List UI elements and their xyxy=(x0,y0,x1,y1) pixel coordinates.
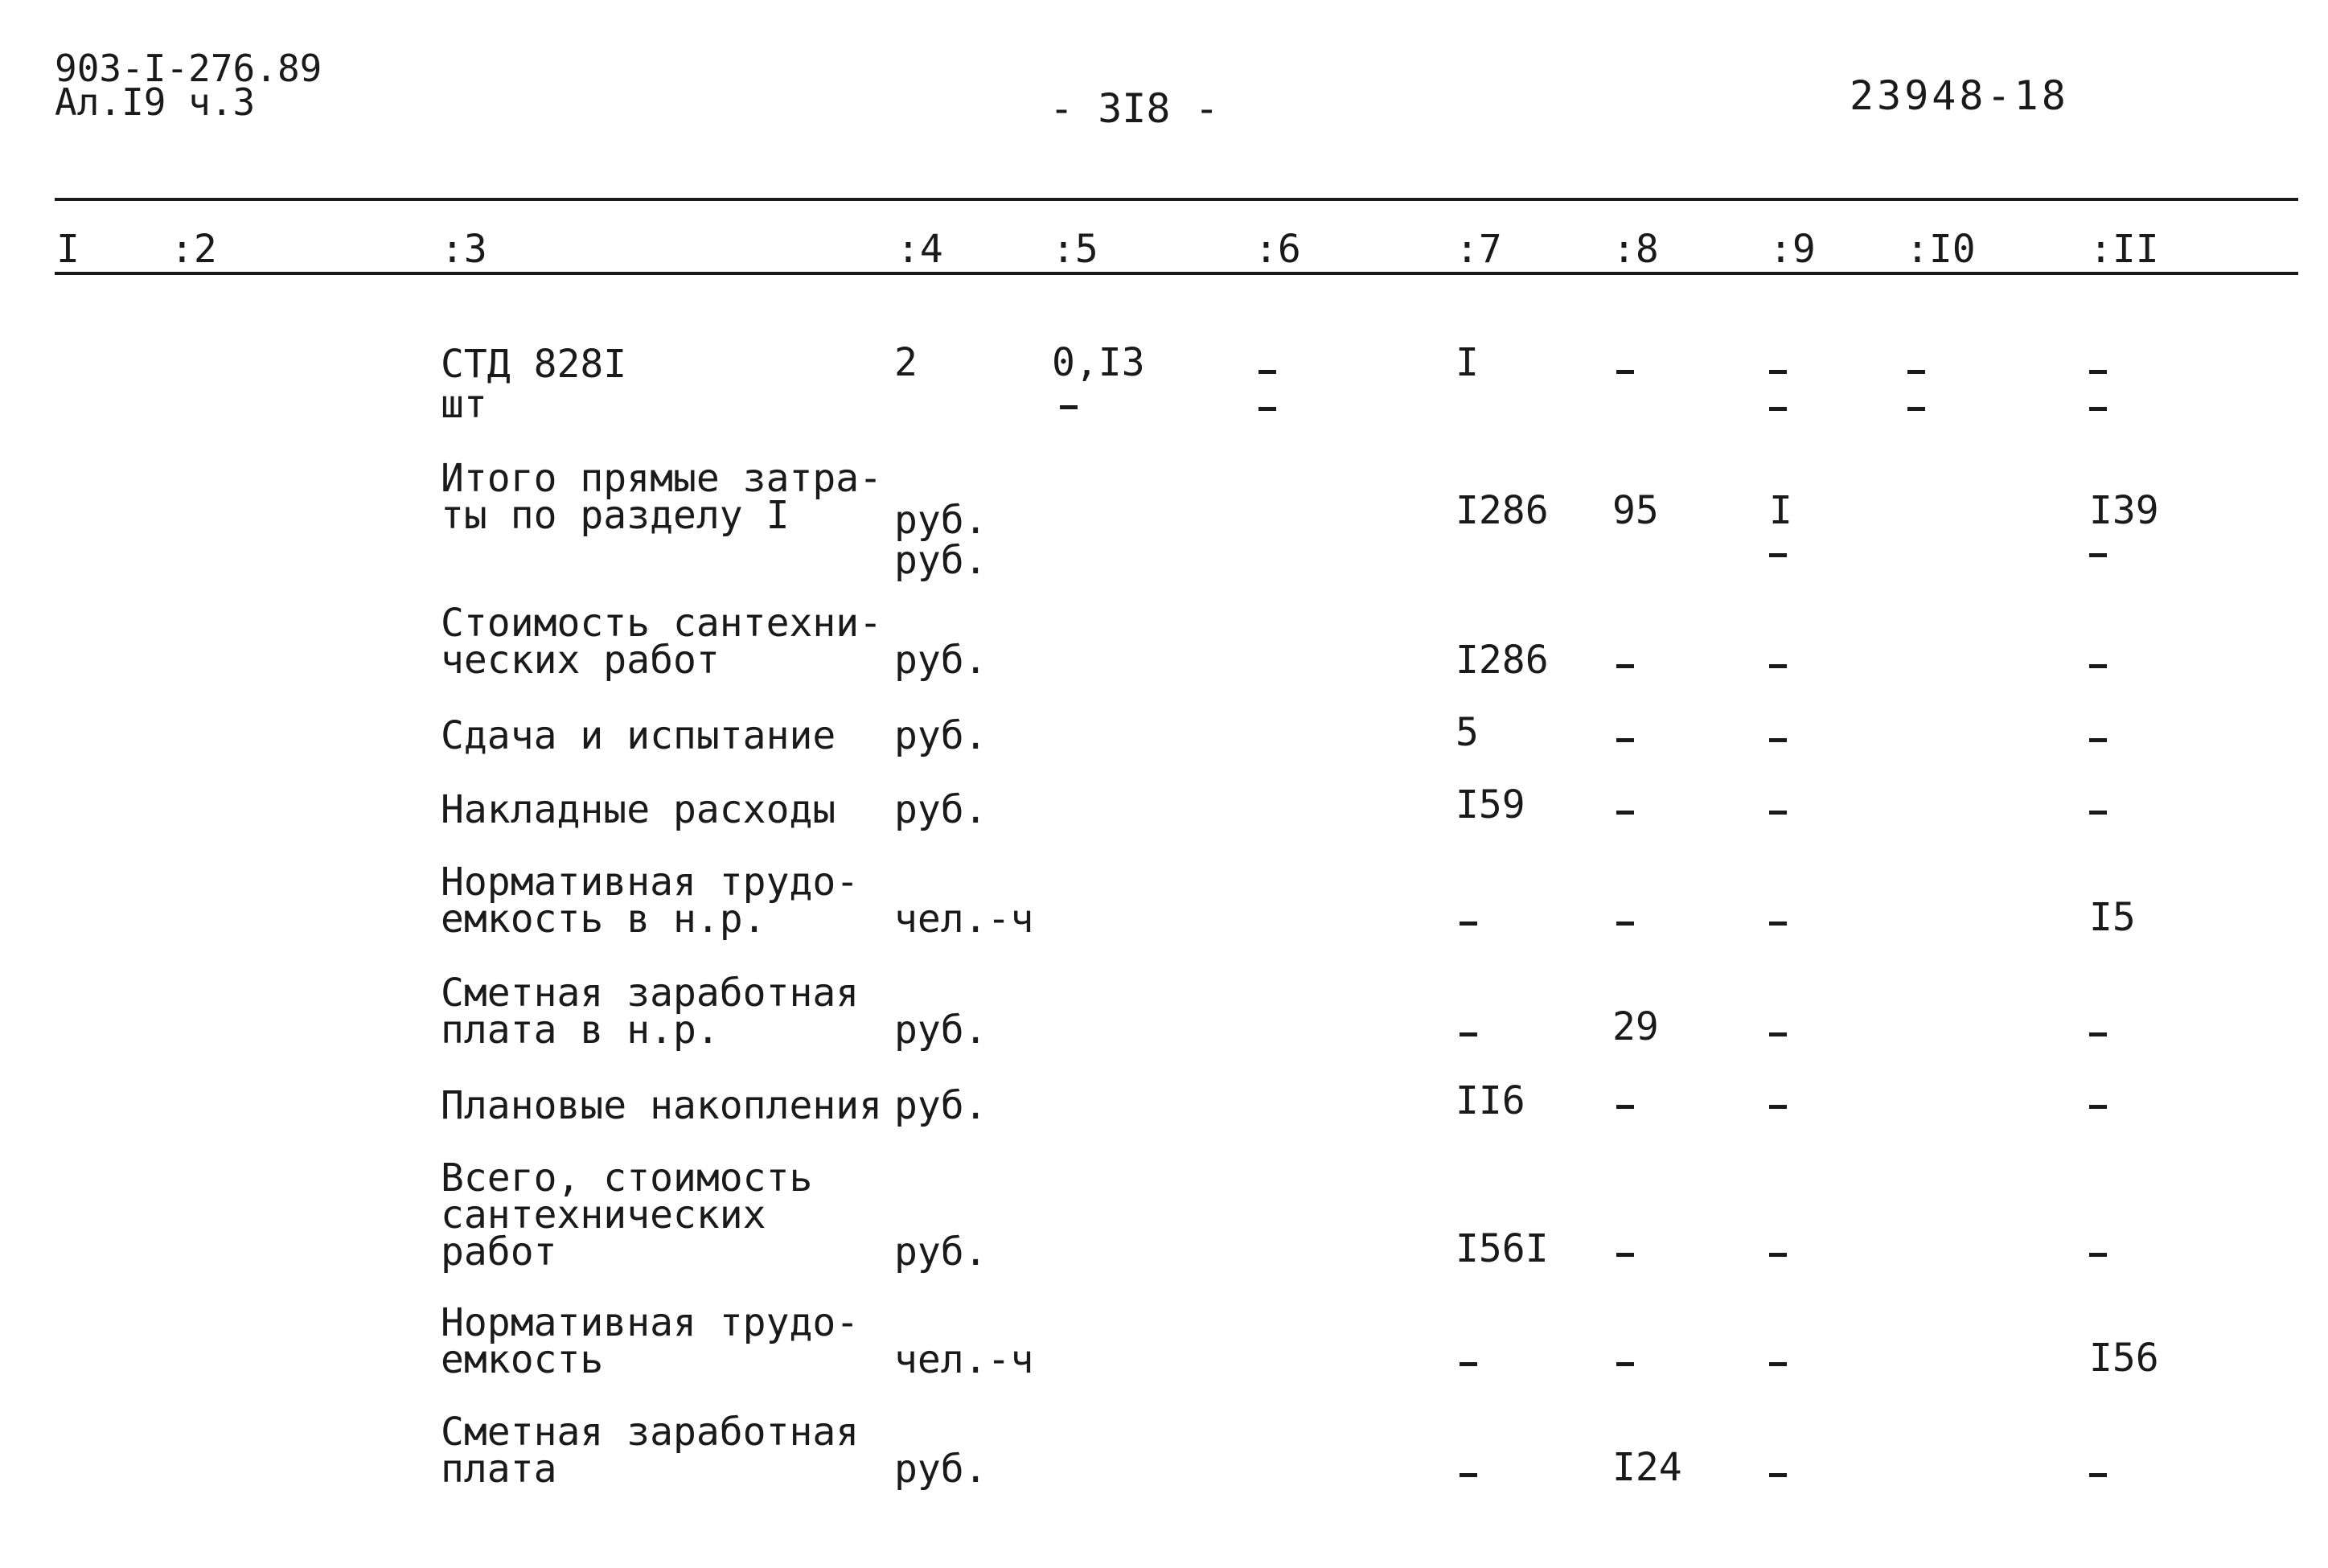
dash-mark xyxy=(2089,1032,2107,1036)
dash-mark xyxy=(2089,370,2107,374)
dash-mark xyxy=(1769,370,1787,374)
row-col8-value: 95 xyxy=(1612,488,1659,533)
row-description: СТД 828I шт xyxy=(441,342,627,427)
row-col7-value: I56I xyxy=(1456,1226,1549,1271)
row-col9-value: I xyxy=(1769,488,1792,533)
row-unit: руб. xyxy=(894,1447,987,1492)
dash-mark xyxy=(1769,1032,1787,1036)
table-header-rule xyxy=(55,272,2298,275)
dash-mark xyxy=(1769,1253,1787,1257)
col-header-1: I xyxy=(56,227,80,272)
row-col7-value: I286 xyxy=(1456,638,1549,683)
dash-mark xyxy=(2089,553,2107,557)
dash-mark xyxy=(1769,738,1787,742)
dash-mark xyxy=(1769,1105,1787,1109)
dash-mark xyxy=(1769,922,1787,926)
dash-mark xyxy=(1616,1105,1634,1109)
table-top-rule xyxy=(55,198,2298,201)
row-col7-value: I286 xyxy=(1456,488,1549,533)
dash-mark xyxy=(2089,738,2107,742)
col-header-10: :I0 xyxy=(1906,227,1976,272)
dash-mark xyxy=(1460,1362,1477,1366)
row-unit: чел.-ч xyxy=(894,897,1034,942)
dash-mark xyxy=(1460,922,1477,926)
row-description: Сметная заработная плата в н.р. xyxy=(441,971,860,1053)
row-description: Накладные расходы xyxy=(441,787,836,832)
row-description: Стоимость сантехни- ческих работ xyxy=(441,601,883,683)
row-unit: руб. xyxy=(894,638,987,683)
dash-mark xyxy=(1616,922,1634,926)
dash-mark xyxy=(1907,407,1925,411)
document-code-line1: 903-I-276.89 xyxy=(55,47,322,90)
row-col7-value: II6 xyxy=(1456,1078,1525,1123)
row-description: Нормативная трудо- емкость xyxy=(441,1300,860,1382)
row-col7-value: I59 xyxy=(1456,782,1525,827)
row-unit: руб. руб. xyxy=(894,498,987,583)
row-col7-value: 5 xyxy=(1456,710,1479,755)
row-description: Сдача и испытание xyxy=(441,713,836,758)
row-col11-value: I56 xyxy=(2089,1336,2159,1381)
document-code xyxy=(55,47,322,124)
row-unit: чел.-ч xyxy=(894,1337,1034,1382)
col-header-4: :4 xyxy=(897,227,943,272)
row-col8-value: I24 xyxy=(1612,1445,1682,1490)
row-col11-value: I5 xyxy=(2089,895,2136,940)
row-description: Сметная заработная плата xyxy=(441,1410,860,1492)
dash-mark xyxy=(1769,1362,1787,1366)
dash-mark xyxy=(2089,1105,2107,1109)
row-description: Нормативная трудо- емкость в н.р. xyxy=(441,860,860,942)
col-header-7: :7 xyxy=(1456,227,1502,272)
dash-mark xyxy=(1616,738,1634,742)
document-code-line2: Ал.I9 ч.3 xyxy=(55,80,256,124)
col-header-6: :6 xyxy=(1254,227,1301,272)
col-header-5: :5 xyxy=(1052,227,1098,272)
row-unit: руб. xyxy=(894,787,987,832)
dash-mark xyxy=(1060,405,1078,409)
row-description: Всего, стоимость сантехнических работ xyxy=(441,1155,813,1275)
row-col5-value: 0,I3 xyxy=(1052,340,1145,385)
row-col8-value: 29 xyxy=(1612,1004,1659,1049)
dash-mark xyxy=(2089,1473,2107,1477)
col-header-8: :8 xyxy=(1612,227,1659,272)
dash-mark xyxy=(1258,370,1276,374)
row-col4-value: 2 xyxy=(894,340,918,385)
row-col7-value: I xyxy=(1456,340,1479,385)
dash-mark xyxy=(1769,664,1787,668)
col-header-3: :3 xyxy=(441,227,487,272)
dash-mark xyxy=(1769,1473,1787,1477)
row-description: Итого прямые затра- ты по разделу I xyxy=(441,456,883,538)
dash-mark xyxy=(1616,370,1634,374)
dash-mark xyxy=(2089,664,2107,668)
row-unit: руб. xyxy=(894,1008,987,1053)
page-number: - 3I8 - xyxy=(1049,85,1219,132)
dash-mark xyxy=(1769,811,1787,815)
dash-mark xyxy=(2089,1253,2107,1257)
dash-mark xyxy=(1258,407,1276,411)
dash-mark xyxy=(1769,553,1787,557)
col-header-2: :2 xyxy=(170,227,217,272)
dash-mark xyxy=(1616,1362,1634,1366)
dash-mark xyxy=(1907,370,1925,374)
row-description: Плановые накопления xyxy=(441,1083,883,1128)
dash-mark xyxy=(1616,811,1634,815)
col-header-11: :II xyxy=(2089,227,2159,272)
row-col11-value: I39 xyxy=(2089,488,2159,533)
dash-mark xyxy=(1769,407,1787,411)
dash-mark xyxy=(2089,407,2107,411)
dash-mark xyxy=(2089,811,2107,815)
dash-mark xyxy=(1460,1032,1477,1036)
sheet-number: 23948-18 xyxy=(1850,72,2069,119)
dash-mark xyxy=(1616,1253,1634,1257)
col-header-9: :9 xyxy=(1769,227,1816,272)
dash-mark xyxy=(1616,664,1634,668)
row-unit: руб. xyxy=(894,713,987,758)
row-unit: руб. xyxy=(894,1229,987,1275)
row-unit: руб. xyxy=(894,1083,987,1128)
dash-mark xyxy=(1460,1473,1477,1477)
